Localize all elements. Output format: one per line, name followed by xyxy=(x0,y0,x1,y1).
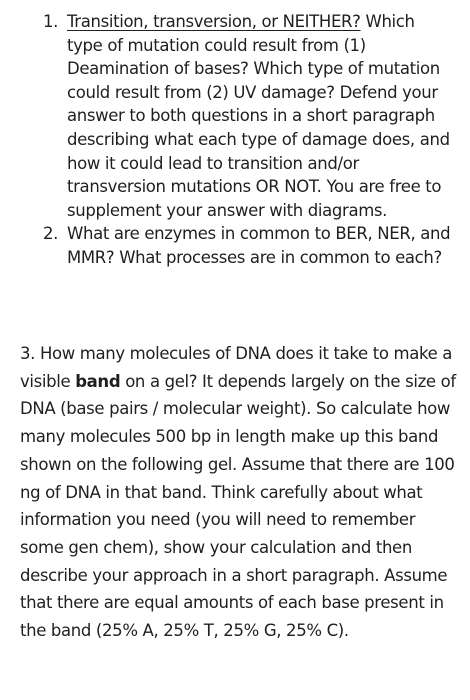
question-1-body: Which type of mutation could result from (1) Deamination of bases? Which type of mutation could result from (2) UV damage? Defend your answer to both questions in a short paragraph describing what each type of damage does, and how it could lead to transition and/or transversion mutations OR NOT. You are free to supplement your answer with diagrams. xyxy=(67,12,450,220)
question-list xyxy=(0,10,470,270)
question-2 xyxy=(0,222,470,269)
question-number: 2. xyxy=(43,224,59,244)
question-number: 1. xyxy=(43,12,59,31)
question-3-text-b: on a gel? It depends largely on the size of DNA (base pairs / molecular weight). So calculate how many molecules 500 bp in length make up this band shown on the following gel. Assume that there are 100 ng of DNA in that band. Think carefully about what information you need (you will need to remember some gen chem), show your calculation and then describe your approach in a short paragraph. Assume that there are equal amounts of each base present in the band (25% A, 25% T, 25% G, 25% C). xyxy=(20,371,456,641)
question-1-heading: Transition, transversion, or NEITHER? xyxy=(67,12,361,31)
question-2-body: What are enzymes in common to BER, NER, and MMR? What processes are in common to each? xyxy=(67,224,451,267)
question-3-text-a: 3. How many molecules of DNA does it take to make a visible xyxy=(20,344,453,391)
question-3-bold-word: band xyxy=(75,371,121,391)
question-1 xyxy=(0,10,470,222)
question-3 xyxy=(20,340,460,645)
